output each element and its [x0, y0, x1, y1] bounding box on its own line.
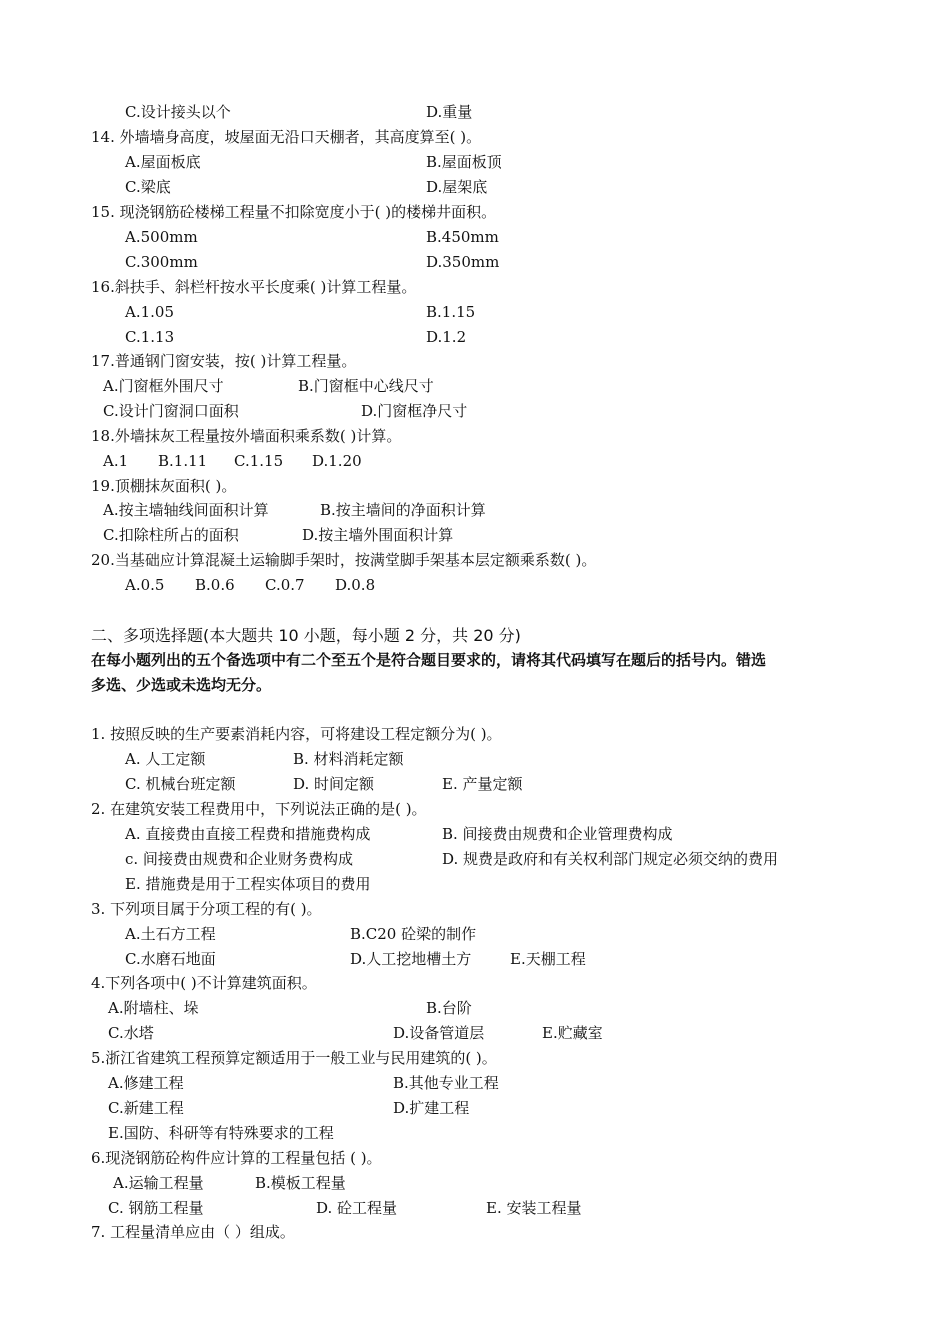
m1-option-c: C. 机械台班定额 — [125, 775, 236, 793]
section-note-line-1: 在每小题列出的五个备选项中有二个至五个是符合题目要求的，请将其代码填写在题后的括号内。错选 — [91, 651, 767, 669]
q18-stem: 18.外墙抹灰工程量按外墙面积乘系数( )计算。 — [91, 427, 402, 445]
m6-option-b: B.模板工程量 — [255, 1174, 346, 1192]
m1-option-e: E. 产量定额 — [442, 775, 523, 793]
q15-option-c: C.300mm — [125, 253, 198, 271]
q15-option-a: A.500mm — [125, 228, 198, 246]
m3-option-e: E.天棚工程 — [510, 950, 586, 968]
m6-option-a: A.运输工程量 — [113, 1174, 204, 1192]
m2-option-c: c. 间接费由规费和企业财务费构成 — [125, 850, 353, 868]
q15-stem: 15. 现浇钢筋砼楼梯工程量不扣除宽度小于( )的楼梯井面积。 — [91, 203, 497, 221]
m3-option-a: A.土石方工程 — [125, 925, 216, 943]
q18-option-d: D.1.20 — [312, 452, 362, 470]
m1-option-a: A. 人工定额 — [125, 750, 206, 768]
q15-option-b: B.450mm — [426, 228, 499, 246]
m2-stem: 2. 在建筑安装工程费用中，下列说法正确的是( )。 — [91, 800, 427, 818]
m3-option-c: C.水磨石地面 — [125, 950, 216, 968]
m5-stem: 5.浙江省建筑工程预算定额适用于一般工业与民用建筑的( )。 — [91, 1049, 497, 1067]
q19-option-d: D.按主墙外围面积计算 — [302, 526, 454, 544]
q14-option-b: B.屋面板顶 — [426, 153, 502, 171]
q17-option-b: B.门窗框中心线尺寸 — [298, 377, 434, 395]
m4-option-e: E.贮藏室 — [542, 1024, 603, 1042]
section-title: 二、多项选择题(本大题共 10 小题，每小题 2 分，共 20 分) — [91, 626, 521, 645]
q14-option-c: C.梁底 — [125, 178, 171, 196]
q20-option-c: C.0.7 — [265, 576, 305, 594]
m1-option-d: D. 时间定额 — [293, 775, 375, 793]
q18-option-c: C.1.15 — [234, 452, 284, 470]
q20-option-b: B.0.6 — [195, 576, 235, 594]
m1-stem: 1. 按照反映的生产要素消耗内容，可将建设工程定额分为( )。 — [91, 725, 502, 743]
m7-stem: 7. 工程量清单应由（ ）组成。 — [91, 1223, 295, 1241]
q17-option-c: C.设计门窗洞口面积 — [103, 402, 239, 420]
q19-option-c: C.扣除柱所占的面积 — [103, 526, 239, 544]
q13-option-c: C.设计接头以个 — [125, 103, 231, 121]
m5-option-b: B.其他专业工程 — [393, 1074, 499, 1092]
q17-stem: 17.普通钢门窗安装，按( )计算工程量。 — [91, 352, 357, 370]
m2-option-b: B. 间接费由规费和企业管理费构成 — [442, 825, 673, 843]
q18-option-a: A.1 — [103, 452, 129, 470]
q19-option-a: A.按主墙轴线间面积计算 — [103, 501, 269, 519]
q19-option-b: B.按主墙间的净面积计算 — [320, 501, 486, 519]
m6-stem: 6.现浇钢筋砼构件应计算的工程量包括 ( )。 — [91, 1149, 382, 1167]
m4-option-a: A.附墙柱、垛 — [108, 999, 199, 1017]
q13-option-d: D.重量 — [426, 103, 473, 121]
q20-option-a: A.0.5 — [125, 576, 165, 594]
m5-option-d: D.扩建工程 — [393, 1099, 470, 1117]
m4-stem: 4.下列各项中( )不计算建筑面积。 — [91, 974, 317, 992]
q16-stem: 16.斜扶手、斜栏杆按水平长度乘( )计算工程量。 — [91, 278, 417, 296]
m2-option-e: E. 措施费是用于工程实体项目的费用 — [125, 875, 371, 893]
q16-option-c: C.1.13 — [125, 328, 175, 346]
m6-option-e: E. 安装工程量 — [486, 1199, 582, 1217]
section-note-line-2: 多选、少选或未选均无分。 — [91, 676, 272, 694]
m5-option-c: C.新建工程 — [108, 1099, 184, 1117]
q16-option-a: A.1.05 — [125, 303, 174, 321]
m5-option-e: E.国防、科研等有特殊要求的工程 — [108, 1124, 334, 1142]
q17-option-a: A.门窗框外围尺寸 — [103, 377, 224, 395]
q20-stem: 20.当基础应计算混凝土运输脚手架时，按满堂脚手架基本层定额乘系数( )。 — [91, 551, 597, 569]
m2-option-d: D. 规费是政府和有关权利部门规定必须交纳的费用 — [442, 850, 779, 868]
q14-option-a: A.屋面板底 — [125, 153, 201, 171]
m2-option-a: A. 直接费由直接工程费和措施费构成 — [125, 825, 371, 843]
m4-option-d: D.设备管道层 — [393, 1024, 485, 1042]
m1-option-b: B. 材料消耗定额 — [293, 750, 404, 768]
q16-option-d: D.1.2 — [426, 328, 467, 346]
m3-option-d: D.人工挖地槽土方 — [350, 950, 472, 968]
m6-option-c: C. 钢筋工程量 — [108, 1199, 204, 1217]
q20-option-d: D.0.8 — [335, 576, 376, 594]
m3-stem: 3. 下列项目属于分项工程的有( )。 — [91, 900, 322, 918]
q14-stem: 14. 外墙墙身高度，坡屋面无沿口天棚者，其高度算至( )。 — [91, 128, 482, 146]
q14-option-d: D.屋架底 — [426, 178, 488, 196]
m4-option-c: C.水塔 — [108, 1024, 154, 1042]
m6-option-d: D. 砼工程量 — [316, 1199, 398, 1217]
q15-option-d: D.350mm — [426, 253, 500, 271]
q17-option-d: D.门窗框净尺寸 — [361, 402, 468, 420]
m5-option-a: A.修建工程 — [108, 1074, 184, 1092]
q18-option-b: B.1.11 — [158, 452, 208, 470]
m3-option-b: B.C20 砼梁的制作 — [350, 925, 477, 943]
q16-option-b: B.1.15 — [426, 303, 476, 321]
q19-stem: 19.顶棚抹灰面积( )。 — [91, 477, 237, 495]
m4-option-b: B.台阶 — [426, 999, 472, 1017]
